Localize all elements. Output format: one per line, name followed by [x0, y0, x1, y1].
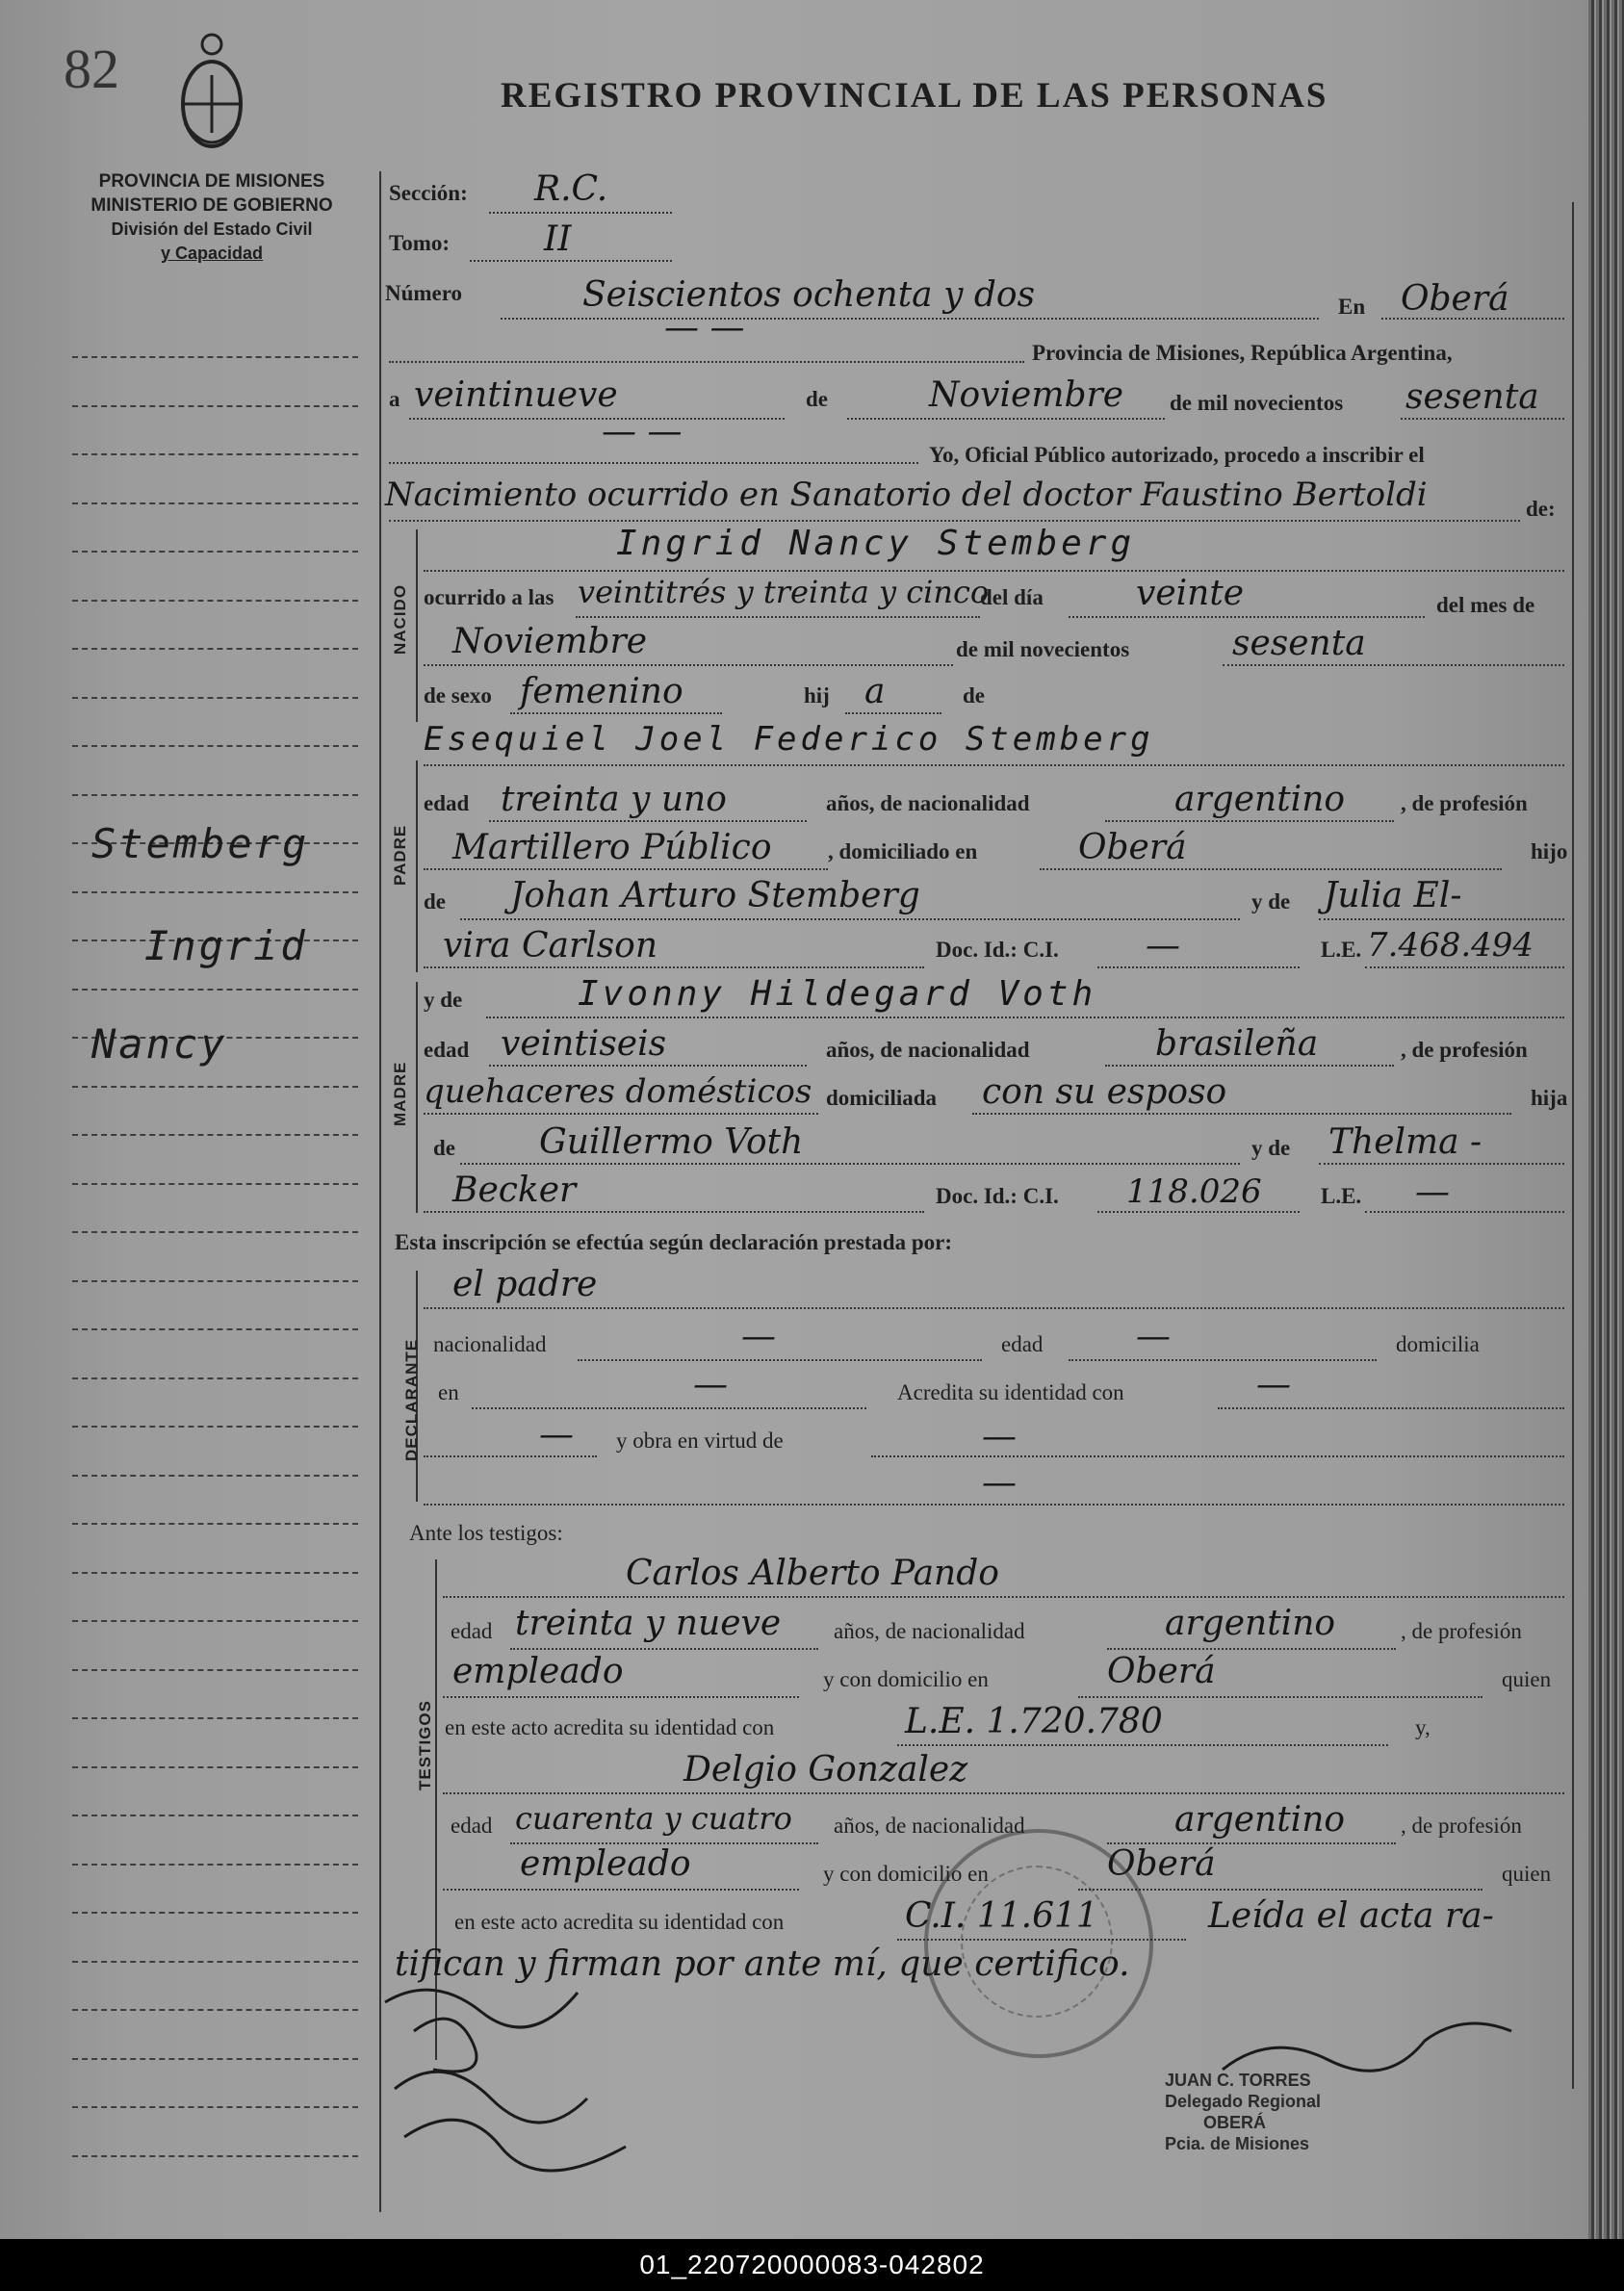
margin-line	[72, 1328, 358, 1330]
margin-line	[72, 502, 358, 504]
closing-text-a: Leída el acta ra-	[1208, 1896, 1494, 1936]
margin-line	[72, 1620, 358, 1622]
madre-le-line	[1365, 1211, 1564, 1213]
madre-domicilio-label: domiciliada	[826, 1086, 938, 1110]
margin-middle-name: Nancy	[91, 1020, 228, 1068]
del-dia-label: del día	[980, 585, 1044, 609]
madre-edad-label: edad	[424, 1038, 470, 1062]
testigo2-domicilio-value: Oberá	[1107, 1844, 1216, 1884]
margin-line	[72, 1766, 358, 1768]
margin-line	[72, 1183, 358, 1185]
fill-line-2	[389, 462, 918, 464]
witness-signatures	[375, 1954, 664, 2185]
coat-of-arms-icon	[171, 27, 252, 162]
declarante-acredita-line	[1218, 1407, 1564, 1409]
de-label-1: de	[806, 387, 828, 411]
testigo2-doc-value: C.I. 11.611	[905, 1896, 1098, 1936]
en-value: Oberá	[1401, 279, 1509, 319]
ocurrido-label: ocurrido a las	[424, 585, 554, 609]
margin-line	[72, 1086, 358, 1088]
testigo1-name-line	[443, 1596, 1564, 1598]
tomo-label: Tomo:	[389, 231, 451, 255]
sexo-value: femenino	[520, 672, 683, 711]
testigo1-nac-line	[1107, 1648, 1396, 1650]
testigo2-nacionalidad-label: años, de nacionalidad	[834, 1814, 1025, 1838]
declarante-edad-label: edad	[1001, 1332, 1044, 1356]
del-mes-label: del mes de	[1436, 593, 1535, 617]
madre-hija-label: hija	[1531, 1086, 1568, 1110]
padre-mother-line-b	[424, 966, 924, 968]
padre-nacionalidad-value: argentino	[1174, 780, 1346, 819]
year-text: de mil novecientos	[1170, 391, 1344, 415]
declarante-acredita-value: —	[1256, 1365, 1291, 1404]
padre-edad-line	[489, 820, 807, 822]
dash-fill-1: — —	[664, 308, 745, 348]
nacido-section-label: NACIDO	[391, 583, 409, 655]
day-line-2	[1069, 616, 1425, 618]
issuer-ministry: MINISTERIO DE GOBIERNO	[90, 195, 333, 216]
testigo2-edad-value: cuarenta y cuatro	[515, 1800, 792, 1837]
testigos-intro: Ante los testigos:	[409, 1521, 563, 1545]
padre-profesion-value: Martillero Público	[452, 828, 772, 867]
seccion-value: R.C.	[534, 169, 608, 209]
en-label: En	[1338, 295, 1366, 319]
testigo1-nacionalidad-label: años, de nacionalidad	[834, 1619, 1025, 1643]
madre-name-value: Ivonny Hildegard Voth	[578, 974, 1097, 1014]
testigo-y-label: y,	[1415, 1715, 1431, 1739]
margin-line	[72, 1669, 358, 1671]
testigo1-domicilio-value: Oberá	[1107, 1652, 1216, 1691]
declarante-obra-value-2: —	[982, 1417, 1017, 1456]
nacido-name-value: Ingrid Nancy Stemberg	[616, 524, 1136, 563]
testigo2-prof-line	[443, 1889, 799, 1891]
de-end-label: de:	[1526, 497, 1556, 521]
numero-value: Seiscientos ochenta y dos	[582, 275, 1036, 315]
declarante-obra-value: —	[539, 1415, 574, 1454]
book-spine	[1588, 0, 1624, 2239]
image-caption: 01_220720000083-042802	[639, 2250, 985, 2279]
declarante-edad-line	[1069, 1359, 1377, 1361]
testigo1-acredita-label: en este acto acredita su identidad con	[445, 1715, 775, 1739]
official-province: Pcia. de Misiones	[1165, 2134, 1310, 2153]
declarante-en-value: —	[693, 1365, 728, 1404]
numero-line	[501, 318, 1319, 320]
declarante-en-line	[472, 1407, 866, 1409]
testigo2-name: Delgio Gonzalez	[683, 1750, 968, 1789]
declarante-obra-line	[424, 1455, 597, 1457]
madre-nacionalidad-value: brasileña	[1155, 1024, 1319, 1064]
padre-section-label: PADRE	[391, 824, 409, 886]
sexo-label: de sexo	[424, 683, 492, 708]
official-title: Delegado Regional	[1165, 2092, 1322, 2111]
nacido-year-value: sesenta	[1232, 624, 1366, 663]
margin-first-name: Ingrid	[144, 922, 308, 969]
padre-mother-value-b: vira Carlson	[443, 926, 658, 965]
time-line	[576, 616, 980, 618]
year-line-2	[1223, 664, 1564, 666]
page-title: REGISTRO PROVINCIAL DE LAS PERSONAS	[501, 76, 1328, 116]
testigo1-prof-line	[443, 1696, 799, 1698]
madre-le-value: —	[1415, 1172, 1450, 1212]
declarante-nacionalidad-label: nacionalidad	[433, 1332, 547, 1356]
padre-doc-ci: —	[1146, 926, 1180, 965]
padre-de-label: de	[424, 889, 446, 914]
padre-bar	[416, 760, 418, 972]
madre-mother-line-b	[424, 1211, 924, 1213]
madre-nacionalidad-label: años, de nacionalidad	[826, 1038, 1030, 1062]
testigo1-edad-label: edad	[451, 1619, 493, 1643]
padre-ci-line	[1097, 966, 1300, 968]
declarante-obra-value-3: —	[982, 1463, 1017, 1503]
testigo2-profesion-label: , de profesión	[1401, 1814, 1522, 1838]
nacido-name-line	[424, 570, 1564, 572]
form-left-border	[379, 171, 381, 2212]
padre-nacionalidad-label: años, de nacionalidad	[826, 791, 1030, 815]
closing-text-b: tifican y firman por ante mí, que certifico.	[395, 1944, 1130, 1984]
padre-edad-label: edad	[424, 791, 470, 815]
margin-line	[72, 2155, 358, 2157]
padre-domicilio-label: , domiciliado en	[828, 839, 978, 863]
testigo1-nacionalidad-value: argentino	[1165, 1604, 1336, 1643]
margin-line	[72, 1864, 358, 1866]
declarante-section-label: DECLARANTE	[402, 1338, 421, 1461]
nacido-bar	[416, 529, 418, 722]
testigo2-acredita-label: en este acto acredita su identidad con	[454, 1910, 785, 1934]
issuer-division: División del Estado Civil	[111, 219, 313, 239]
nacido-day-value: veinte	[1136, 574, 1245, 613]
seccion-line	[489, 212, 672, 214]
month-line	[847, 418, 1165, 420]
testigo1-edad-line	[510, 1648, 818, 1650]
padre-nac-line	[1105, 820, 1394, 822]
date-year-value: sesenta	[1405, 377, 1539, 417]
margin-line	[72, 1572, 358, 1574]
padre-father-value: Johan Arturo Stemberg	[510, 876, 920, 915]
margin-line	[72, 453, 358, 455]
numero-label: Número	[385, 281, 463, 305]
margin-line	[72, 1912, 358, 1914]
issuer-capacity: y Capacidad	[160, 244, 264, 263]
madre-profesion-label: , de profesión	[1401, 1038, 1528, 1062]
madre-nac-line	[1105, 1065, 1394, 1067]
declarante-nac-line	[578, 1359, 982, 1361]
margin-line	[72, 1377, 358, 1379]
padre-name-value: Esequiel Joel Federico Stemberg	[424, 720, 1154, 759]
declarante-edad-value: —	[1136, 1317, 1171, 1356]
margin-line	[72, 745, 358, 747]
margin-line	[72, 1961, 358, 1963]
padre-dom-line	[1040, 868, 1502, 870]
testigo2-edad-label: edad	[451, 1814, 493, 1838]
madre-ci-line	[1097, 1211, 1300, 1213]
fill-line-1	[389, 361, 1024, 363]
sexo-line	[510, 712, 722, 714]
testigo1-doc-line	[897, 1744, 1388, 1746]
seccion-label: Sección:	[389, 181, 468, 205]
padre-le-value: 7.468.494	[1367, 926, 1534, 965]
padre-edad-value: treinta y uno	[501, 780, 727, 819]
margin-line	[72, 1523, 358, 1525]
declarante-en-label: en	[438, 1380, 459, 1404]
padre-prof-line	[424, 868, 828, 870]
madre-dom-line	[972, 1113, 1511, 1115]
madre-father-line	[460, 1163, 1240, 1165]
margin-line	[72, 891, 358, 893]
testigo1-profesion-label: , de profesión	[1401, 1619, 1522, 1643]
margin-line	[72, 2106, 358, 2108]
padre-profesion-label: , de profesión	[1401, 791, 1528, 815]
madre-doc-label: Doc. Id.: C.I.	[936, 1184, 1059, 1208]
dash-fill-2: — —	[602, 412, 683, 451]
tomo-line	[470, 260, 672, 262]
padre-mother-value-a: Julia El-	[1324, 876, 1462, 915]
padre-domicilio-value: Oberá	[1078, 828, 1187, 867]
madre-father-value: Guillermo Voth	[539, 1122, 804, 1162]
madre-le-label: L.E.	[1321, 1184, 1362, 1208]
provincia-text: Provincia de Misiones, República Argentina,	[1032, 341, 1453, 365]
padre-father-line	[460, 918, 1240, 920]
nacido-de-label: de	[963, 683, 985, 708]
margin-line	[72, 2009, 358, 2011]
month-line-2	[424, 664, 953, 666]
padre-mother-line	[1319, 918, 1564, 920]
declarante-domicilia-label: domicilia	[1396, 1332, 1480, 1356]
madre-bar	[416, 982, 418, 1213]
testigo2-domicilio-label: y con domicilio en	[823, 1862, 989, 1886]
oficial-text: Yo, Oficial Público autorizado, procedo a inscribir el	[929, 443, 1425, 467]
date-month-value: Noviembre	[929, 375, 1124, 415]
madre-domicilio-value: con su esposo	[982, 1072, 1227, 1112]
nacido-time-value: veintitrés y treinta y cinco	[578, 574, 990, 610]
margin-line	[72, 1134, 358, 1136]
margin-line	[72, 551, 358, 553]
testigo1-name: Carlos Alberto Pando	[626, 1554, 999, 1593]
margin-line	[72, 697, 358, 699]
madre-name-line	[486, 1017, 1564, 1018]
madre-prof-line	[424, 1113, 818, 1115]
date-day-value: veintinueve	[414, 375, 618, 415]
madre-edad-value: veintiseis	[501, 1024, 667, 1064]
year-label-2: de mil novecientos	[956, 637, 1130, 661]
testigo2-quien-label: quien	[1502, 1862, 1552, 1886]
year-line	[1401, 418, 1564, 420]
declarante-obra-line-2	[871, 1455, 1564, 1457]
declarante-intro: Esta inscripción se efectúa según declaración prestada por:	[395, 1230, 953, 1254]
registry-stamp	[924, 1829, 1153, 2058]
padre-doc-label: Doc. Id.: C.I.	[936, 938, 1059, 962]
testigo2-profesion-value: empleado	[520, 1844, 691, 1884]
issuer-province: PROVINCIA DE MISIONES	[98, 171, 325, 192]
testigo1-domicilio-label: y con domicilio en	[823, 1667, 989, 1691]
margin-line	[72, 1475, 358, 1477]
image-caption-bar	[0, 2239, 1624, 2291]
testigo1-profesion-value: empleado	[452, 1652, 624, 1691]
madre-mother-value-b: Becker	[452, 1171, 577, 1210]
testigo1-edad-value: treinta y nueve	[515, 1604, 782, 1643]
madre-profesion-value: quehaceres domésticos	[424, 1072, 812, 1111]
margin-line	[72, 405, 358, 407]
declarante-fill-line	[424, 1504, 1564, 1506]
declarante-obra-label: y obra en virtud de	[616, 1429, 784, 1453]
hij-line	[845, 712, 941, 714]
testigo2-nacionalidad-value: argentino	[1174, 1800, 1346, 1840]
madre-mother-line	[1319, 1163, 1564, 1165]
testigos-section-label: TESTIGOS	[416, 1700, 434, 1790]
madre-de-label: de	[433, 1136, 455, 1160]
padre-name-line	[424, 764, 1564, 766]
tomo-value: II	[544, 219, 572, 259]
madre-doc-ci: 118.026	[1126, 1172, 1262, 1211]
margin-line	[72, 1426, 358, 1428]
madre-edad-line	[489, 1065, 807, 1067]
madre-section-label: MADRE	[391, 1061, 409, 1126]
hij-label: hij	[804, 683, 830, 708]
form-right-border	[1572, 202, 1574, 2089]
declarante-line	[424, 1307, 1564, 1309]
padre-le-label: L.E.	[1321, 938, 1362, 962]
official-city: OBERÁ	[1203, 2113, 1267, 2132]
margin-surname: Stemberg	[91, 820, 310, 867]
margin-line	[72, 1280, 358, 1282]
margin-line	[72, 356, 358, 358]
issuer-heading	[67, 169, 356, 266]
margin-line	[72, 1717, 358, 1719]
testigo1-doc-value: L.E. 1.720.780	[905, 1702, 1163, 1741]
padre-y-de-label: y de	[1251, 889, 1291, 914]
margin-line	[72, 1231, 358, 1233]
margin-line	[72, 648, 358, 650]
hij-value: a	[864, 672, 886, 711]
a-label: a	[389, 387, 400, 411]
padre-hijo-label: hijo	[1531, 839, 1568, 863]
nacido-month-value: Noviembre	[452, 622, 648, 661]
margin-line	[72, 600, 358, 602]
official-name: JUAN C. TORRES	[1165, 2071, 1311, 2090]
testigo2-name-line	[443, 1792, 1564, 1794]
event-line	[389, 520, 1520, 522]
page-number: 82	[64, 38, 119, 100]
declarante-value: el padre	[452, 1265, 598, 1304]
padre-le-line	[1365, 966, 1564, 968]
margin-line	[72, 794, 358, 796]
margin-line	[72, 989, 358, 991]
official-stamp	[1165, 2070, 1321, 2154]
madre-mother-value-a: Thelma -	[1328, 1122, 1482, 1162]
event-value: Nacimiento ocurrido en Sanatorio del doctor Faustino Bertoldi	[385, 476, 1428, 514]
day-line	[409, 418, 785, 420]
declarante-nacionalidad-value: —	[741, 1317, 776, 1356]
testigo1-quien-label: quien	[1502, 1667, 1552, 1691]
madre-y-de-label: y de	[424, 988, 463, 1012]
madre-y-de-label-2: y de	[1251, 1136, 1291, 1160]
testigo1-dom-line	[1078, 1696, 1482, 1698]
margin-line	[72, 2058, 358, 2060]
margin-line	[72, 1815, 358, 1816]
declarante-acredita-label: Acredita su identidad con	[897, 1380, 1124, 1404]
